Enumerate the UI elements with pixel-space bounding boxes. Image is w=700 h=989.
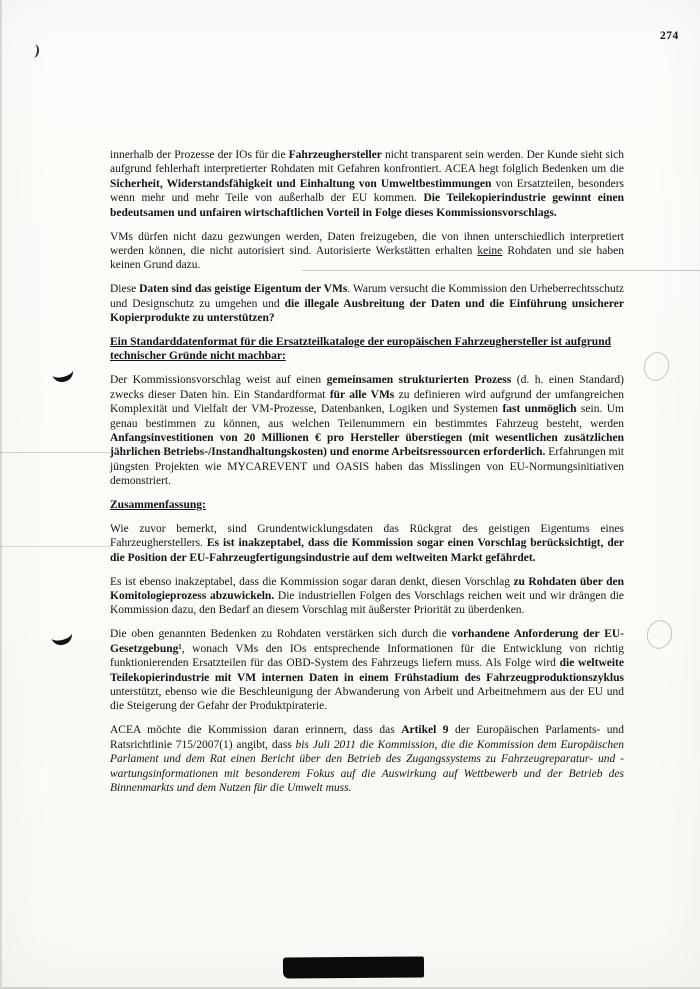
paragraph [110,230,624,273]
text-run: keine [477,244,503,257]
text-run: die weltweite Teilekopierindustrie mit VM internen Daten in einem Frühstadium des Fahrzeugproduktionszyklus [110,657,624,684]
text-run: VMs dürfen nicht dazu gezwungen werden, Daten freizugeben, die von ihnen unterschiedlich interpretiert werden können, die nicht autorisiert sind. Autorisierte Werkstätten erhalten [110,230,624,257]
page-number: 274 [660,30,679,42]
text-run: fast unmöglich [502,403,577,416]
text-run: Wie zuvor bemerkt, sind Grundentwicklungsdaten das Rückgrat des geistigen Eigentums eines Fahrzeugherstellers. [110,522,624,550]
pen-mark-icon [29,44,39,59]
text-run: der Europäischen Parlaments- und Ratsrichtlinie 715/2007(1) angibt, dass [110,724,624,751]
text-run: Artikel 9 [401,724,449,737]
punch-hole-icon [643,617,675,652]
text-run: Diese [110,283,140,296]
paragraph [110,627,624,713]
paragraph [110,373,624,488]
text-run: Fahrzeughersteller [288,149,382,161]
text-run: Die Teilekopierindustrie gewinnt einen bedeutsamen und unfairen wirtschaftlichen Vorteil in Folge dieses Kommissionsvorschlags. [110,192,624,219]
text-run: . Warum versucht die Kommission den Urheberrechtsschutz und Designschutz zu umgehen und [110,283,625,310]
text-run: Der Kommissionsvorschlag weist auf einen [110,374,327,387]
text-run: die illegale Ausbreitung der Daten und die Einführung unsicherer Kopierprodukte zu unterstützen? [110,297,624,325]
text-run: Es ist ebenso inakzeptabel, dass die Kommission sogar daran denkt, diesen Vorschlag [110,575,514,588]
text-run: Die industriellen Folgen des Vorschlags reichen weit und wir drängen die Kommission dazu, den Bedarf an diesem Vorschlag mit äußerster Priorität zu überdenken. [110,590,624,617]
text-run: nicht transparent sein werden. Der Kunde sieht sich aufgrund fehlerhaft interpretierter Rohdaten mit Gefahren konfrontiert. ACEA hegt folglich Bedenken um die [110,149,624,176]
text-run: Erfahrungen mit jüngsten Projekten wie MYCAREVENT und OASIS haben das Misslingen von EU-Normungsinitiativen demonstriert. [110,446,625,488]
text-run: für alle VMs [329,388,395,401]
text-run: sein. Um genau bestimmen zu können, aus welchen Teilenummern ein bestimmtes Fahrzeug besteht, werden [110,403,624,430]
text-run: unterstützt, ebenso wie die Beschleunigung der Abwanderung von Arbeit und Arbeitnehmern aus der EU und die Steigerung der Gefahr der Produktpiraterie. [110,686,624,713]
document-body [110,148,624,805]
paragraph [110,522,624,565]
text-run: Anfangsinvestitionen von 20 Millionen € pro Hersteller überstiegen (mit wesentlichen zusätzlichen jährlichen Betriebs-/Instandhaltungskosten) und enorme Arbeitsressourcen erforderlich. [110,431,624,459]
text-run: ACEA möchte die Kommission daran erinnern, dass das [110,724,402,737]
text-run: Daten sind das geistige Eigentum der VMs [139,283,348,296]
text-run: (d. h. einen Standard) zwecks dieser Daten hin. Ein Standardformat [110,374,624,401]
text-run: gemeinsamen strukturierten Prozess [326,374,512,387]
redaction-bar [283,957,424,979]
paragraph [110,148,624,220]
text-run: zu Rohdaten über den Komitologieprozess abzuwickeln. [110,575,624,603]
scan-line-artifact [302,270,700,271]
ink-blot-icon [49,624,74,648]
text-run: Die oben genannten Bedenken zu Rohdaten verstärken sich durch die [110,628,452,641]
text-run: vorhandene Anforderung der EU-Gesetzgebung¹ [110,628,624,655]
punch-hole-icon [640,349,672,384]
text-run: von Ersatzteilen, besonders wenn mehr und mehr Teile von außerhalb der EU kommen. [110,177,625,205]
paragraph [110,723,624,795]
text-run: , wonach VMs den IOs entsprechende Informationen für die Entwicklung von richtig funktionierenden Ersatzteilen für das OBD-System des Fahrzeugs liefern muss. Als Folge wird [110,642,624,670]
scan-line-artifact [0,452,218,453]
section-heading [110,498,624,512]
text-run: Rohdaten und sie haben keinen Grund dazu. [110,244,624,272]
section-heading [110,335,624,364]
ink-blot-icon [50,361,75,385]
scan-line-artifact [0,546,112,547]
text-run: bis Juli 2011 die Kommission, die die Kommission dem Europäischen Parlament und dem Rat einen Bericht über den Betrieb des Zugangssystems zu Fahrzeugreparatur- und -wartungsinformationen mit besonderem Fokus auf die Auswirkung auf Wettbewerb und der Betrieb des Binnenmarkts und dem Nutzen für die Umwelt muss. [110,738,624,794]
text-run: Ein Standarddatenformat für die Ersatzteilkataloge der europäischen Fahrzeughersteller ist aufgrund technischer Gründe nicht machbar: [110,335,611,363]
paragraph [110,282,624,325]
text-run: innerhalb der Prozesse der IOs für die [110,149,289,161]
text-run: Sicherheit, Widerstandsfähigkeit und Einhaltung von Umweltbestimmungen [110,177,492,190]
text-run: Zusammenfassung: [110,499,206,512]
text-run: zu definieren wird aufgrund der umfangreichen Komplexität und Vielfalt der VM-Prozesse, Datenbanken, Logiken und Systemen [110,388,624,416]
paragraph [110,575,624,618]
text-run: Es ist inakzeptabel, dass die Kommission sogar einen Vorschlag berücksichtigt, der die Position der EU-Fahrzeugfertigungsindustrie auf dem weltweiten Markt gefährdet. [110,537,625,564]
